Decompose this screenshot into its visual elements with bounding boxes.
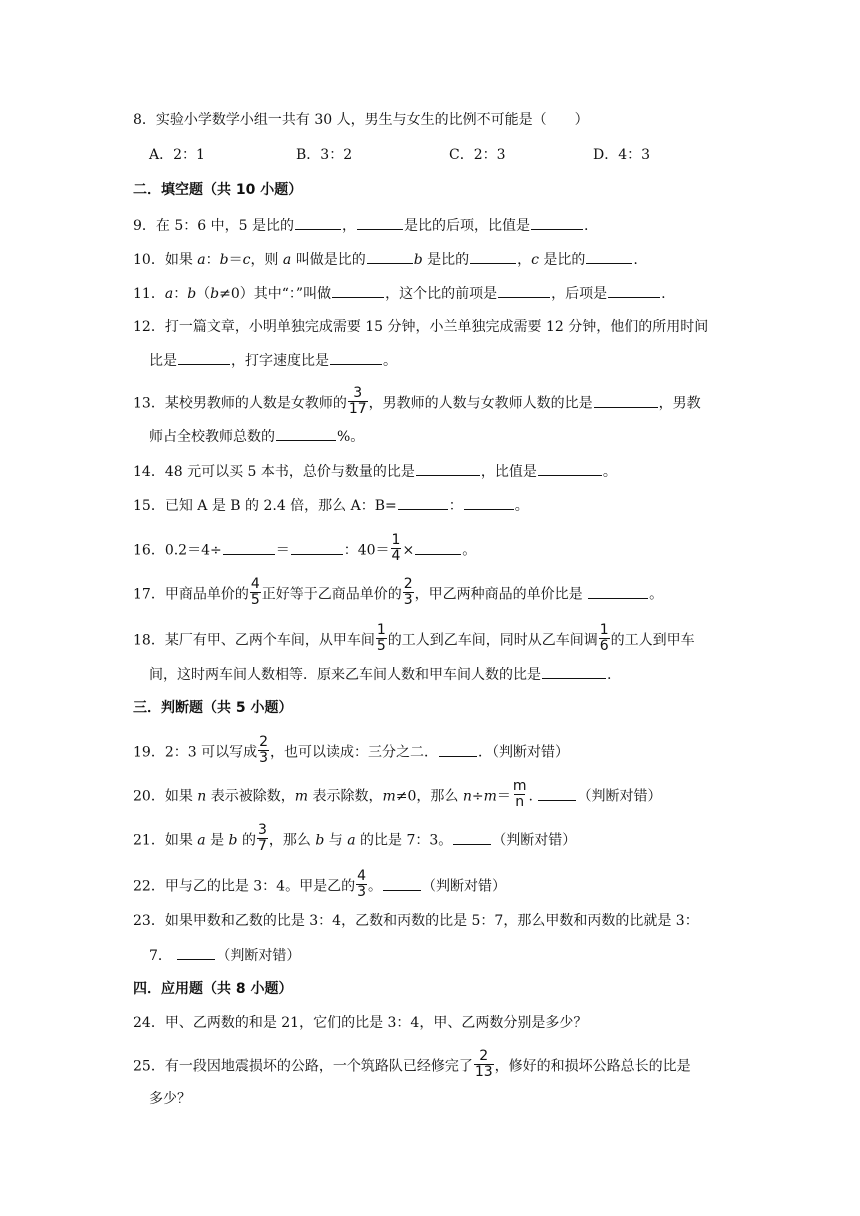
answer-blank[interactable] xyxy=(588,584,648,599)
answer-blank[interactable] xyxy=(439,742,477,757)
fraction: $\frac{2}{3}$ xyxy=(403,576,413,608)
q9: 9．在 5：6 中，5 是比的 ， 是比的后项，比值是 . xyxy=(133,215,588,236)
section-heading-true-false: 三．判断题（共 5 小题） xyxy=(133,700,293,716)
answer-blank[interactable] xyxy=(542,664,606,679)
answer-blank[interactable] xyxy=(470,249,516,264)
answer-blank[interactable] xyxy=(531,215,583,230)
answer-blank[interactable] xyxy=(398,495,448,510)
answer-blank[interactable] xyxy=(453,830,491,845)
q19: 19．2：3 可以写成 $\frac{2}{3}$ ，也可以读成：三分之二． ．（判断对错） xyxy=(133,734,570,766)
answer-blank[interactable] xyxy=(608,283,660,298)
section-heading-fill-in: 二．填空题（共 10 小题） xyxy=(133,182,303,198)
answer-blank[interactable] xyxy=(367,249,413,264)
answer-blank[interactable] xyxy=(498,283,550,298)
answer-blank[interactable] xyxy=(416,461,480,476)
fraction: $\frac{2}{13}$ xyxy=(474,1048,493,1080)
q8-option-d: D．4：3 xyxy=(593,147,651,163)
fraction: $\frac{3}{7}$ xyxy=(257,822,267,854)
q17: 17．甲商品单价的 $\frac{4}{5}$ 正好等于乙商品单价的 $\frac{2}{3}$ ，甲乙两种商品的单价比是 。 xyxy=(133,576,664,608)
answer-blank[interactable] xyxy=(464,495,514,510)
answer-blank[interactable] xyxy=(332,283,384,298)
q10: 10．如果 a：b＝c，则 a 叫做是比的 b 是比的 ，c 是比的 . xyxy=(133,249,638,270)
fraction: $\frac{m}{n}$ xyxy=(512,778,527,810)
fraction: $\frac{1}{5}$ xyxy=(376,622,386,654)
q25-line2: 多少？ xyxy=(149,1091,191,1107)
q18-line1: 18．某厂有甲、乙两个车间，从甲车间 $\frac{1}{5}$ 的工人到乙车间，同时从乙车间调 $\frac{1}{6}$ 的工人到甲车 xyxy=(133,622,695,654)
q25-line1: 25．有一段因地震损坏的公路，一个筑路队已经修完了 $\frac{2}{13}$ ，修好的和损坏公路总长的比是 xyxy=(133,1048,691,1080)
q24: 24．甲、乙两数的和是 21，它们的比是 3：4，甲、乙两数分别是多少？ xyxy=(133,1015,588,1031)
answer-blank[interactable] xyxy=(415,540,461,555)
q8-stem: 8．实验小学数学小组一共有 30 人，男生与女生的比例不可能是（ ） xyxy=(133,112,589,128)
q21: 21．如果 a 是 b 的 $\frac{3}{7}$ ，那么 b 与 a 的比是 7：3。 （判断对错） xyxy=(133,822,577,854)
answer-blank[interactable] xyxy=(178,350,230,365)
q15: 15．已知 A 是 B 的 2.4 倍，那么 A：B= ： 。 xyxy=(133,495,529,516)
answer-blank[interactable] xyxy=(177,945,215,960)
answer-blank[interactable] xyxy=(276,426,336,441)
answer-blank[interactable] xyxy=(295,215,341,230)
q8-option-a: A．2：1 xyxy=(149,147,205,163)
q23-line1: 23．如果甲数和乙数的比是 3：4，乙数和丙数的比是 5：7，那么甲数和丙数的比就是 3： xyxy=(133,913,699,929)
fraction: $\frac{1}{6}$ xyxy=(599,622,609,654)
answer-blank[interactable] xyxy=(594,393,658,408)
q12-line2: 比是 ，打字速度比是 。 xyxy=(149,350,397,371)
fraction: $\frac{1}{4}$ xyxy=(391,532,401,564)
q23-line2: 7． （判断对错） xyxy=(149,945,300,966)
q22: 22．甲与乙的比是 3：4。甲是乙的 $\frac{4}{3}$ 。 （判断对错） xyxy=(133,868,507,900)
answer-blank[interactable] xyxy=(330,350,382,365)
answer-blank[interactable] xyxy=(538,786,576,801)
q13-line1: 13．某校男教师的人数是女教师的 $\frac{3}{17}$ ，男教师的人数与女教师人数的比是 ，男教 xyxy=(133,385,701,417)
fraction: $\frac{4}{5}$ xyxy=(250,576,260,608)
q12-line1: 12．打一篇文章，小明单独完成需要 15 分钟，小兰单独完成需要 12 分钟，他们的所用时间 xyxy=(133,319,709,335)
answer-blank[interactable] xyxy=(586,249,632,264)
answer-blank[interactable] xyxy=(383,876,421,891)
q8-option-b: B．3：2 xyxy=(296,147,353,163)
q18-line2: 间，这时两车间人数相等．原来乙车间人数和甲车间人数的比是 . xyxy=(149,664,611,685)
answer-blank[interactable] xyxy=(538,461,602,476)
q20: 20．如果 n 表示被除数，m 表示除数，m≠0，那么 n÷m＝ $\frac{m}{n}$ . （判断对错） xyxy=(133,778,662,810)
fraction: $\frac{3}{17}$ xyxy=(348,385,367,417)
q11: 11．a：b（b≠0）其中“：”叫做 ，这个比的前项是 ，后项是 . xyxy=(133,283,666,304)
fraction: $\frac{4}{3}$ xyxy=(357,868,367,900)
fraction: $\frac{2}{3}$ xyxy=(259,734,269,766)
answer-blank[interactable] xyxy=(291,540,343,555)
q14: 14．48 元可以买 5 本书，总价与数量的比是 ，比值是 。 xyxy=(133,461,617,482)
q16: 16．0.2＝4÷ ＝ ：40＝ $\frac{1}{4}$ × 。 xyxy=(133,532,477,564)
q13-line2: 师占全校教师总数的 %。 xyxy=(149,426,364,447)
answer-blank[interactable] xyxy=(357,215,403,230)
answer-blank[interactable] xyxy=(223,540,275,555)
section-heading-application: 四．应用题（共 8 小题） xyxy=(133,981,293,997)
q8-option-c: C．2：3 xyxy=(449,147,506,163)
